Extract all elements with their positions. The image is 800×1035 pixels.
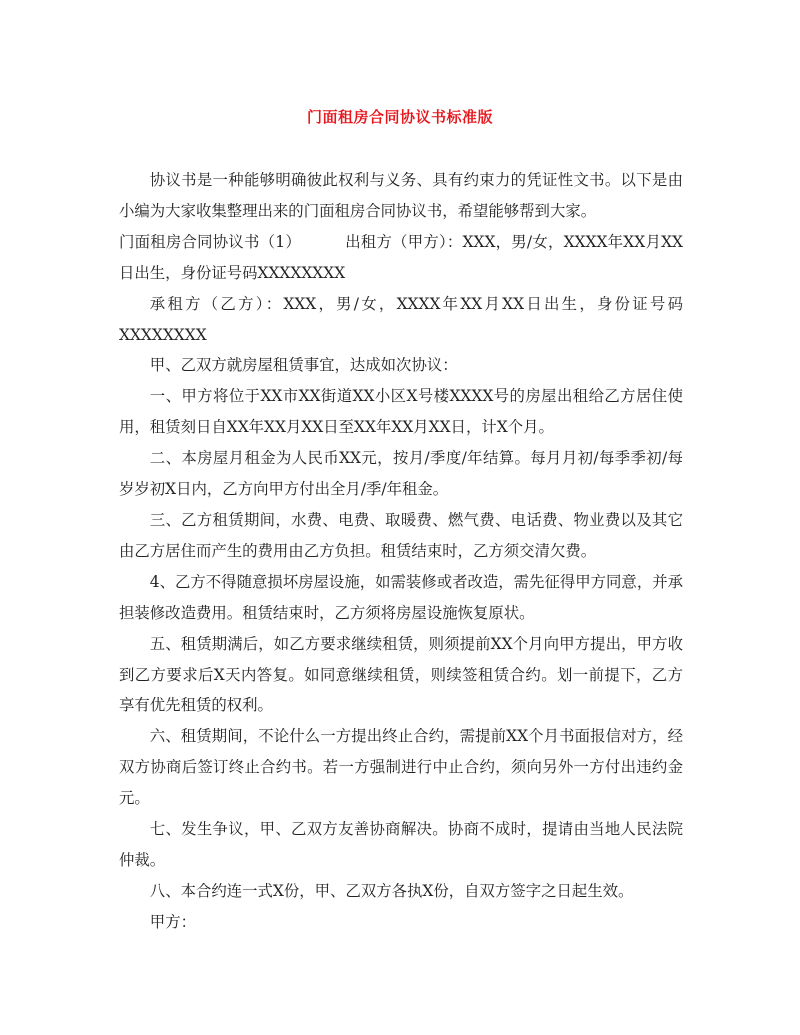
clause-7: 七、发生争议，甲、乙双方友善协商解决。协商不成时，提请由当地人民法院仲裁。 <box>119 820 683 869</box>
clause-1: 一、甲方将位于XX市XX街道XX小区X号楼XXXX号的房屋出租给乙方居住使用，租赁刻日自XX年XX月XX日至XX年XX月XX日，计X个月。 <box>119 387 683 437</box>
agreement-intro: 甲、乙双方就房屋租赁事宜，达成如次协议： <box>149 356 458 375</box>
party-a-text: 出租方（甲方）：XXX，男/女，XXXX年XX月XX日出生，身份证号码XXXXXXXX <box>119 232 683 282</box>
party-b-paragraph: 承租方（乙方）：XXX，男/女，XXXX年XX月XX日出生，身份证号码XXXXXXXX <box>119 294 683 344</box>
clause-3: 三、乙方租赁期间，水费、电费、取暖费、燃气费、电话费、物业费以及其它由乙方居住而产生的费用由乙方负担。租赁结束时，乙方须交清欠费。 <box>119 510 683 560</box>
clause-5: 五、租赁期满后，如乙方要求继续租赁，则须提前XX个月向甲方提出，甲方收到乙方要求后X天内答复。如同意继续租赁，则续签租赁合约。划一前提下，乙方享有优先租赁的权利。 <box>119 634 683 715</box>
section-heading: 门面租房合同协议书（1） <box>119 232 301 251</box>
clause-6: 六、租赁期间，不论什么一方提出终止合约，需提前XX个月书面报信对方，经双方协商后签订终止合约书。若一方强制进行中止合约，须向另外一方付出违约金 元。 <box>119 727 683 808</box>
signature-label: 甲方： <box>149 912 196 931</box>
clause-4: 4、乙方不得随意损坏房屋设施，如需装修或者改造，需先征得甲方同意，并承担装修改造费用。租赁结束时，乙方须将房屋设施恢复原状。 <box>119 572 683 622</box>
intro-paragraph: 协议书是一种能够明确彼此权利与义务、具有约束力的凭证性文书。以下是由小编为大家收集整理出来的门面租房合同协议书，希望能够帮到大家。 <box>119 171 683 220</box>
clause-8: 八、本合约连一式X份，甲、乙双方各执X份，自双方签字之日起生效。 <box>149 881 634 900</box>
party-a-paragraph <box>119 227 683 289</box>
clause-2: 二、本房屋月租金为人民币XX元，按月/季度/年结算。每月月初/每季季初/每岁岁初X日内，乙方向甲方付出全月/季/年租金。 <box>119 449 683 499</box>
document-title: 门面租房合同协议书标准版 <box>306 108 493 126</box>
document-body <box>119 165 683 938</box>
